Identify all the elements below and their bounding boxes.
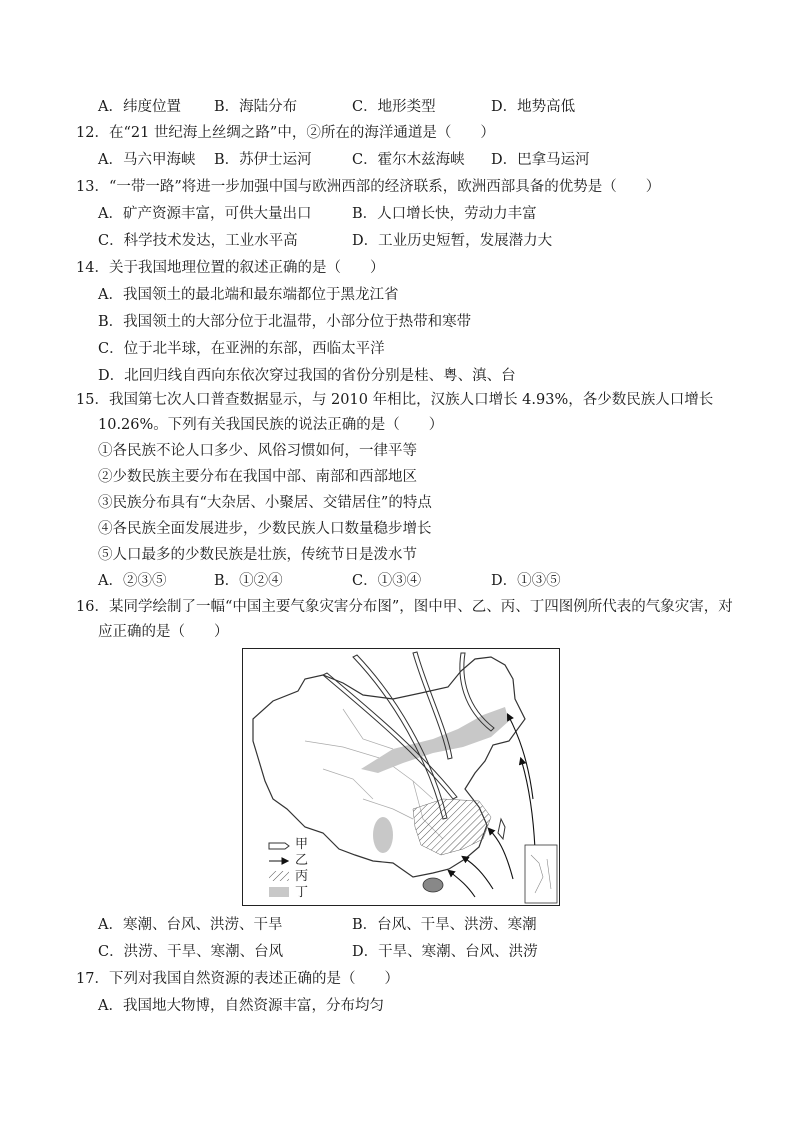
typhoon-arrow-2 — [508, 715, 533, 799]
q17-option-a: A．我国地大物博，自然资源丰富，分布均匀 — [98, 998, 384, 1014]
q11-option-b: B．海陆分布 — [214, 99, 298, 115]
taiwan-island — [498, 819, 505, 839]
q11-option-a: A．纬度位置 — [98, 99, 181, 115]
q13-option-c: C．科学技术发达，工业水平高 — [98, 233, 298, 249]
q17-stem: 17．下列对我国自然资源的表述正确的是（ ） — [76, 971, 399, 987]
q15-statement-3: ③民族分布具有“大杂居、小聚居、交错居住”的特点 — [98, 495, 432, 511]
q15-option-a: A．②③⑤ — [98, 573, 167, 589]
legend-label-jia: 甲 — [295, 837, 309, 852]
q16-stem-line1: 16．某同学绘制了一幅“中国主要气象灾害分布图”，图中甲、乙、丙、丁四图例所代表的气象灾害，对 — [76, 599, 733, 615]
q13-option-b: B．人口增长快，劳动力丰富 — [352, 206, 537, 222]
q12-option-d: D．巴拿马运河 — [491, 152, 590, 168]
q15-statement-1: ①各民族不论人口多少、风俗习惯如何，一律平等 — [98, 443, 417, 459]
q15-option-d: D．①③⑤ — [491, 573, 561, 589]
q15-stem-line2: 10.26%。下列有关我国民族的说法正确的是（ ） — [98, 417, 444, 433]
q13-option-d: D．工业历史短暂，发展潜力大 — [352, 233, 553, 249]
q15-statement-4: ④各民族全面发展进步，少数民族人口数量稳步增长 — [98, 521, 432, 537]
q16-stem-line2: 应正确的是（ ） — [98, 624, 229, 640]
q15-stem-line1: 15．我国第七次人口普查数据显示，与 2010 年相比，汉族人口增长 4.93%，各少数民族人口增长 — [76, 392, 714, 408]
q14-stem: 14．关于我国地理位置的叙述正确的是（ ） — [76, 260, 385, 276]
q15-statement-5: ⑤人口最多的少数民族是壮族，传统节日是泼水节 — [98, 547, 417, 563]
q16-option-d: D．干旱、寒潮、台风、洪涝 — [352, 944, 538, 960]
legend-symbol-bing — [269, 871, 289, 881]
typhoon-arrow-4 — [463, 857, 493, 889]
legend-symbol-jia — [269, 843, 289, 849]
legend-label-ding: 丁 — [295, 885, 309, 900]
q15-option-c: C．①③④ — [352, 573, 422, 589]
q14-option-a: A．我国领土的最北端和最东端都位于黑龙江省 — [98, 287, 399, 303]
q13-option-a: A．矿产资源丰富，可供大量出口 — [98, 206, 312, 222]
q14-option-b: B．我国领土的大部分位于北温带，小部分位于热带和寒带 — [98, 314, 472, 330]
weather-disaster-map — [242, 648, 560, 906]
q15-option-b: B．①②④ — [214, 573, 283, 589]
q12-option-c: C．霍尔木兹海峡 — [352, 152, 465, 168]
china-map-figure — [243, 649, 559, 905]
typhoon-arrow-5 — [449, 871, 475, 897]
legend — [269, 843, 289, 897]
q11-option-c: C．地形类型 — [352, 99, 436, 115]
q14-option-c: C．位于北半球，在亚洲的东部，西临太平洋 — [98, 341, 385, 357]
cold-wave-path-1 — [323, 673, 457, 799]
drought-area-southwest — [373, 817, 393, 853]
q16-option-b: B．台风、干旱、洪涝、寒潮 — [352, 917, 537, 933]
legend-symbol-ding — [269, 887, 289, 897]
q12-stem: 12．在“21 世纪海上丝绸之路”中，②所在的海洋通道是（ ） — [76, 125, 495, 141]
south-china-sea-inset — [525, 845, 557, 903]
legend-label-yi: 乙 — [295, 853, 309, 868]
hainan-island — [423, 878, 443, 892]
q13-stem: 13．“一带一路”将进一步加强中国与欧洲西部的经济联系，欧洲西部具备的优势是（ ） — [76, 179, 661, 195]
q12-option-b: B．苏伊士运河 — [214, 152, 312, 168]
legend-label-bing: 丙 — [295, 869, 309, 884]
q15-statement-2: ②少数民族主要分布在我国中部、南部和西部地区 — [98, 469, 417, 485]
q14-option-d: D．北回归线自西向东依次穿过我国的省份分别是桂、粤、滇、台 — [98, 368, 516, 384]
q16-option-c: C．洪涝、干旱、寒潮、台风 — [98, 944, 284, 960]
q16-option-a: A．寒潮、台风、洪涝、干旱 — [98, 917, 283, 933]
q11-option-d: D．地势高低 — [491, 99, 576, 115]
q12-option-a: A．马六甲海峡 — [98, 152, 196, 168]
